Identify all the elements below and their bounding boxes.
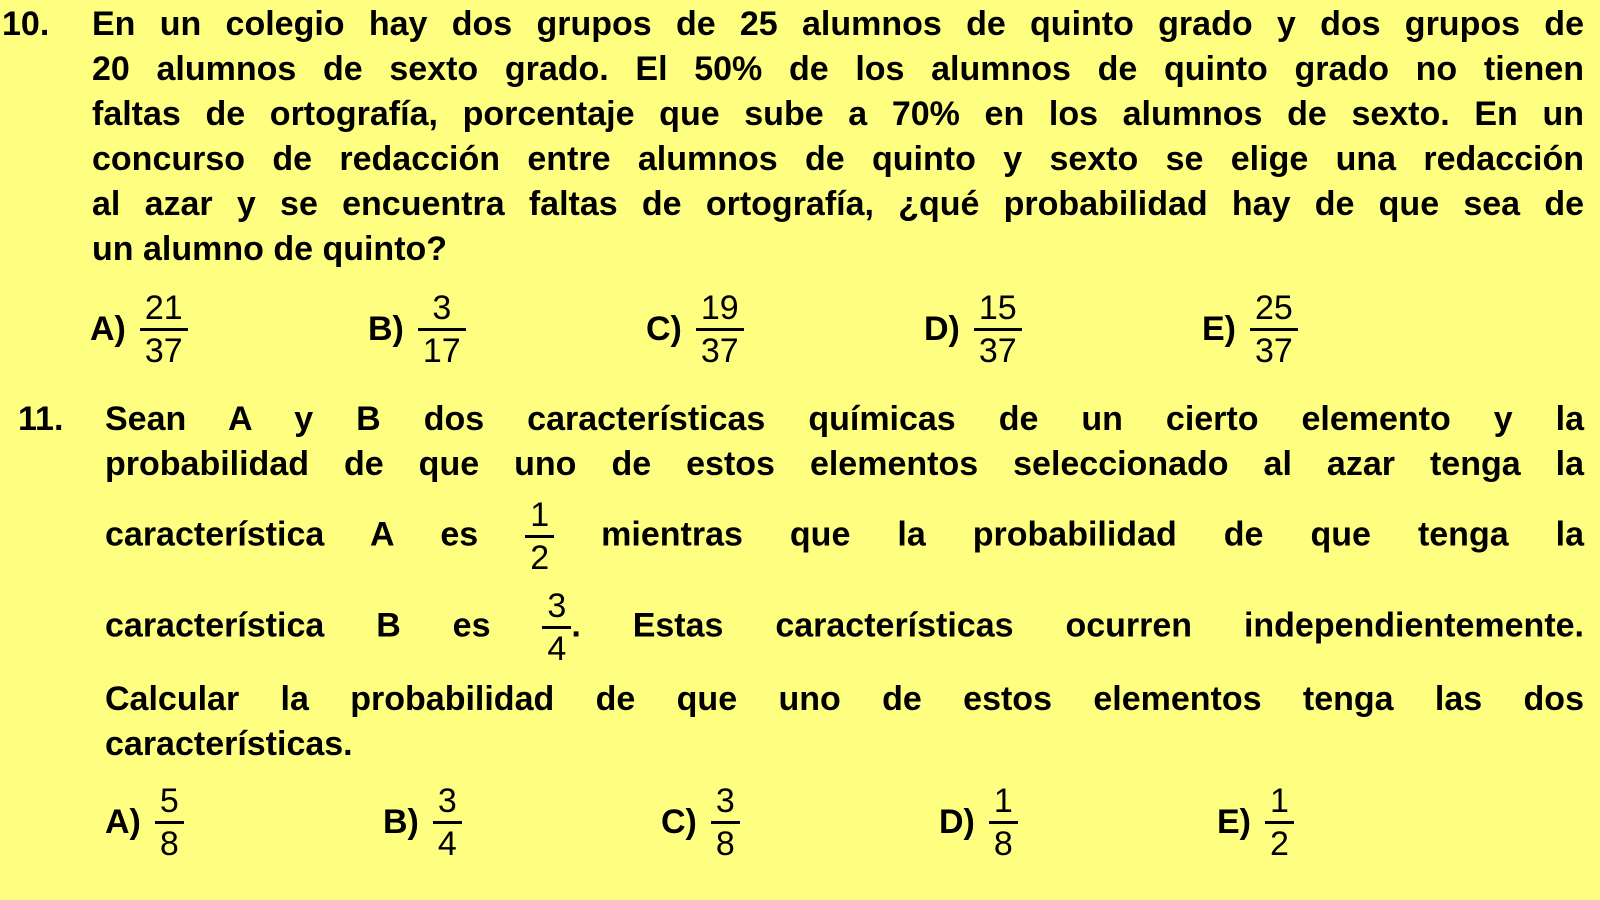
problem-text-line: Calcular la probabilidad de que uno de estos elementos tenga las dos: [105, 680, 1584, 718]
text-segment: Estas características ocurren independientemente.: [632, 606, 1584, 645]
problem-number: 11.: [18, 400, 64, 438]
problem-text-line: En un colegio hay dos grupos de 25 alumnos de quinto grado y dos grupos de: [92, 5, 1584, 43]
option-e: [1217, 781, 1495, 864]
fraction: [525, 495, 554, 578]
option-label: A): [90, 310, 126, 348]
option-label: E): [1217, 803, 1251, 841]
answer-options: [105, 781, 1600, 864]
option-c: [646, 288, 924, 371]
problem-text: [92, 2, 1600, 272]
fraction-numerator: 5: [155, 781, 184, 824]
fraction: [418, 288, 466, 371]
fraction: [155, 781, 184, 864]
fraction-denominator: 8: [159, 825, 179, 863]
fraction-denominator: 37: [1255, 332, 1293, 370]
option-label: C): [661, 803, 697, 841]
fraction-numerator: 3: [711, 781, 740, 824]
fraction: [974, 288, 1022, 371]
problem-text-line: concurso de redacción entre alumnos de quinto y sexto se elige una redacción: [92, 140, 1584, 178]
problem-10: [0, 0, 1600, 371]
fraction-denominator: 17: [422, 332, 461, 370]
fraction-denominator: 4: [437, 825, 457, 863]
fraction-numerator: 21: [140, 288, 188, 331]
option-label: B): [368, 310, 404, 348]
problem-11: [0, 397, 1600, 864]
fraction: [433, 781, 462, 864]
problem-text-line: probabilidad de que uno de estos elementos seleccionado al azar tenga la: [105, 445, 1584, 483]
fraction-numerator: 3: [433, 781, 462, 824]
problem-text-line: características.: [105, 725, 353, 763]
fraction: [989, 781, 1018, 864]
option-a: [105, 781, 383, 864]
problem-text-line: [105, 495, 1584, 578]
option-label: B): [383, 803, 419, 841]
fraction-numerator: 25: [1250, 288, 1298, 331]
fraction: [1250, 288, 1298, 371]
text-segment: .: [571, 606, 581, 645]
problem-text: [105, 397, 1600, 767]
fraction-denominator: 37: [978, 332, 1017, 370]
fraction-denominator: 2: [530, 539, 550, 577]
option-d: [924, 288, 1202, 371]
text-segment: característica B es: [105, 606, 491, 645]
fraction: [542, 586, 571, 669]
option-label: A): [105, 803, 141, 841]
answer-options: [90, 288, 1600, 371]
fraction-numerator: 1: [1265, 781, 1294, 824]
problem-text-line: faltas de ortografía, porcentaje que sube a 70% en los alumnos de sexto. En un: [92, 95, 1584, 133]
option-c: [661, 781, 939, 864]
fraction-denominator: 2: [1270, 825, 1289, 863]
text-segment: característica A es: [105, 515, 479, 554]
problem-text-line: Sean A y B dos características químicas de un cierto elemento y la: [105, 400, 1584, 438]
fraction: [696, 288, 744, 371]
fraction-denominator: 37: [144, 332, 183, 370]
problem-number: 10.: [2, 5, 50, 43]
fraction-denominator: 37: [700, 332, 739, 370]
fraction-denominator: 4: [547, 630, 567, 668]
option-label: D): [939, 803, 975, 841]
fraction: [140, 288, 188, 371]
fraction: [1265, 781, 1294, 864]
fraction-numerator: 3: [418, 288, 466, 331]
fraction-numerator: 15: [974, 288, 1022, 331]
option-e: [1202, 288, 1480, 371]
problem-text-line: 20 alumnos de sexto grado. El 50% de los alumnos de quinto grado no tienen: [92, 50, 1584, 88]
fraction-numerator: 19: [696, 288, 744, 331]
problem-text-line: un alumno de quinto?: [92, 230, 448, 268]
option-b: [368, 288, 646, 371]
fraction: [711, 781, 740, 864]
option-a: [90, 288, 368, 371]
option-d: [939, 781, 1217, 864]
option-label: D): [924, 310, 960, 348]
option-label: C): [646, 310, 682, 348]
text-segment: mientras que la probabilidad de que tenga la: [601, 515, 1585, 554]
problem-text-line: [105, 586, 1584, 669]
fraction-numerator: 1: [989, 781, 1018, 824]
fraction-denominator: 8: [993, 825, 1013, 863]
option-label: E): [1202, 310, 1236, 348]
option-b: [383, 781, 661, 864]
fraction-numerator: 3: [542, 586, 571, 629]
problem-text-line: al azar y se encuentra faltas de ortografía, ¿qué probabilidad hay de que sea de: [92, 185, 1584, 223]
fraction-numerator: 1: [525, 495, 554, 538]
fraction-denominator: 8: [715, 825, 735, 863]
